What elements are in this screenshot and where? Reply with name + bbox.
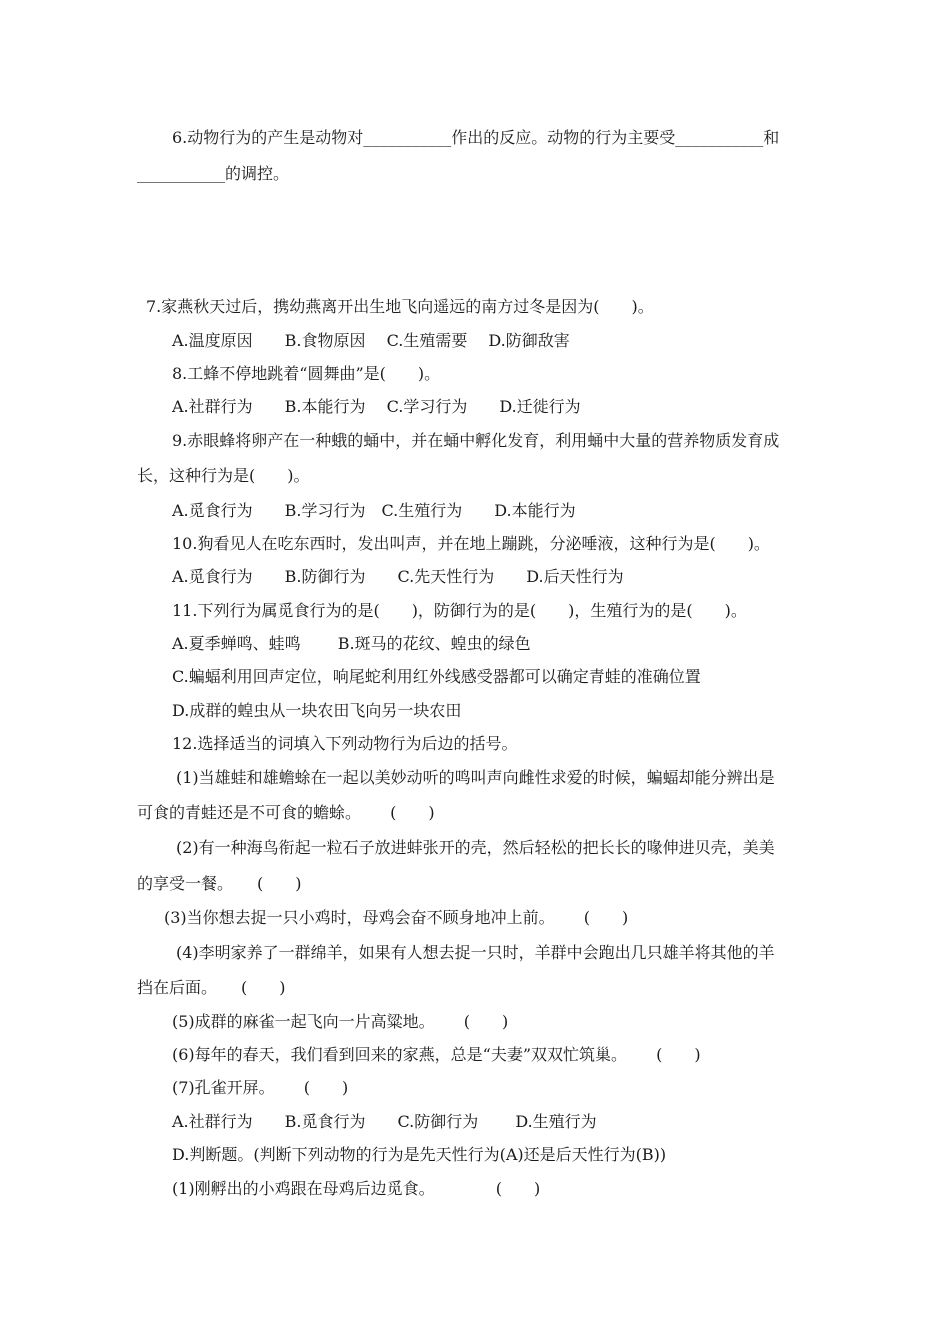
question-12-item-2-line-1: (2)有一种海鸟衔起一粒石子放进蚌张开的壳，然后轻松的把长长的喙伸进贝壳，美美 — [176, 838, 775, 857]
question-9-line-1: 9.赤眼蜂将卵产在一种蛾的蛹中，并在蛹中孵化发育，利用蛹中大量的营养物质发育成 — [172, 431, 780, 450]
question-11-option-ab: A.夏季蝉鸣、蛙鸣 B.斑马的花纹、蝗虫的绿色 — [172, 634, 531, 653]
question-12-item-4-line-2: 挡在后面。 ( ) — [137, 978, 286, 997]
question-10-options: A.觅食行为 B.防御行为 C.先天性行为 D.后天性行为 — [172, 567, 624, 586]
question-11: 11.下列行为属觅食行为的是( )，防御行为的是( )，生殖行为的是( )。 — [172, 601, 747, 620]
question-12-item-5: (5)成群的麻雀一起飞向一片高粱地。 ( ) — [172, 1012, 509, 1031]
question-7: 7.家燕秋天过后，携幼燕离开出生地飞向遥远的南方过冬是因为( )。 — [146, 297, 654, 316]
question-12: 12.选择适当的词填入下列动物行为后边的括号。 — [172, 734, 518, 753]
question-12-item-1-line-1: (1)当雄蛙和雄蟾蜍在一起以美妙动听的鸣叫声向雌性求爱的时候，蝙蝠却能分辨出是 — [176, 768, 775, 787]
question-11-option-d: D.成群的蝗虫从一块农田飞向另一块农田 — [172, 701, 462, 720]
question-12-item-7: (7)孔雀开屏。 ( ) — [172, 1078, 349, 1097]
question-12-item-6: (6)每年的春天，我们看到回来的家燕，总是“夫妻”双双忙筑巢。 ( ) — [172, 1045, 701, 1064]
question-12-item-4-line-1: (4)李明家养了一群绵羊，如果有人想去捉一只时，羊群中会跑出几只雄羊将其他的羊 — [176, 943, 775, 962]
question-12-item-3: (3)当你想去捉一只小鸡时，母鸡会奋不顾身地冲上前。 ( ) — [164, 908, 629, 927]
judgement-item-1: (1)刚孵出的小鸡跟在母鸡后边觅食。 ( ) — [172, 1179, 541, 1198]
question-6-line-2: ___________的调控。 — [137, 164, 290, 183]
question-12-item-2-line-2: 的享受一餐。 ( ) — [137, 874, 302, 893]
question-8: 8.工蜂不停地跳着“圆舞曲”是( )。 — [172, 364, 441, 383]
question-8-options: A.社群行为 B.本能行为 C.学习行为 D.迁徙行为 — [172, 397, 581, 416]
question-9-line-2: 长，这种行为是( )。 — [137, 466, 310, 485]
question-10: 10.狗看见人在吃东西时，发出叫声，并在地上蹦跳，分泌唾液，这种行为是( )。 — [172, 534, 770, 553]
section-judgement-heading: D.判断题。(判断下列动物的行为是先天性行为(A)还是后天性行为(B)) — [172, 1145, 667, 1164]
question-11-option-c: C.蝙蝠利用回声定位，响尾蛇利用红外线感受器都可以确定青蛙的准确位置 — [172, 667, 701, 686]
question-12-item-1-line-2: 可食的青蛙还是不可食的蟾蜍。 ( ) — [137, 803, 435, 822]
question-6-line-1: 6.动物行为的产生是动物对___________作出的反应。动物的行为主要受___________和 — [172, 128, 780, 147]
question-12-options: A.社群行为 B.觅食行为 C.防御行为 D.生殖行为 — [172, 1112, 597, 1131]
question-9-options: A.觅食行为 B.学习行为 C.生殖行为 D.本能行为 — [172, 501, 576, 520]
question-7-options: A.温度原因 B.食物原因 C.生殖需要 D.防御敌害 — [172, 331, 570, 350]
